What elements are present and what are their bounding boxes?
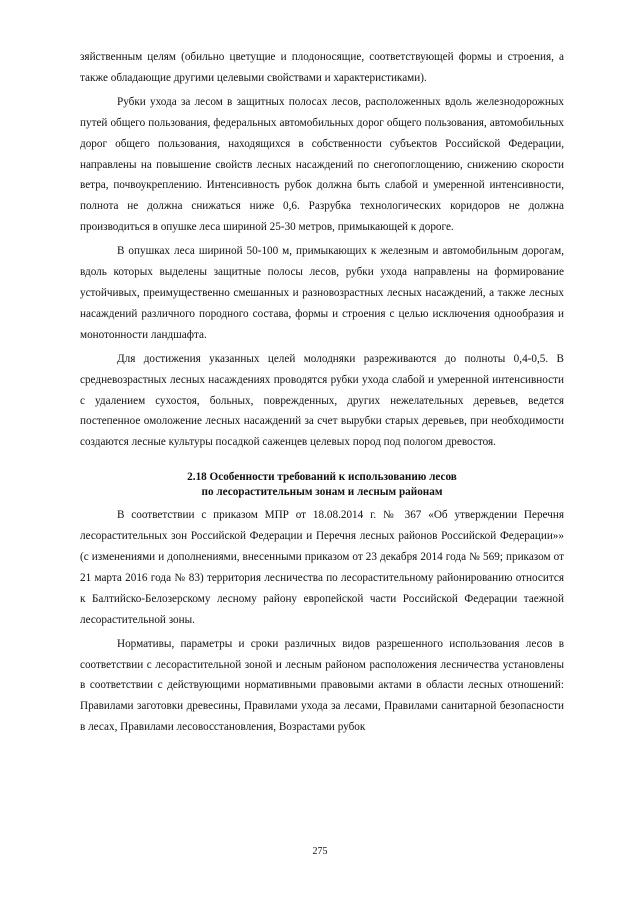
section-heading-line-2: по лесорастительным зонам и лесным районам [201,486,443,499]
paragraph-order-reference: В соответствии с приказом МПР от 18.08.2014 г. № 367 «Об утверждении Перечня лесорастительных зон Российской Федерации и Перечня лесных районов Российской Федерации»» (с изменениями и дополнениями, внесенными приказом от 23 декабря 2014 года № 569; приказом от 21 марта 2016 года № 83) территория лесничества по лесорастительному районированию относится к Балтийско-Белозерскому лесному району европейской части Российской Федерации таежной лесорастительной зоны. [80,509,564,626]
section-heading [80,470,564,500]
paragraph-forest-edges: В опушках леса шириной 50-100 м, примыкающих к железным и автомобильным дорогам, вдоль которых выделены защитные полосы лесов, рубки ухода направлены на формирование устойчивых, преимущественно смешанных и разновозрастных лесных насаждений, а также лесных насаждений различного породного состава, формы и строения с целью исключения однообразия и монотонности ландшафта. [80,245,564,341]
page-number: 275 [312,846,328,857]
paragraph-continuation: зяйственным целям (обильно цветущие и плодоносящие, соответствующей формы и строения, а также обладающие другими целевыми свойствами и характеристиками). [80,51,564,84]
paragraph-norms: Нормативы, параметры и сроки различных видов разрешенного использования лесов в соответствии с лесорастительной зоной и лесным районом расположения лесничества установлены в соответствии с действующими нормативными правовыми актами в области лесных отношений: Правилами заготовки древесины, Правилами ухода за лесами, Правилами санитарной безопасности в лесах, Правилами лесовосстановления, Возрастами рубок [80,637,564,734]
paragraph-goals: Для достижения указанных целей молодняки разреживаются до полноты 0,4-0,5. В средневозрастных лесных насаждениях проводятся рубки ухода слабой и умеренной интенсивности с удалением сухостоя, больных, поврежденных, других нежелательных деревьев, ведется постепенное омоложение лесных насаждений за счет вырубки старых деревьев, при необходимости создаются лесные культуры посадкой саженцев целевых пород под пологом древостоя. [80,352,564,449]
paragraph-protective-strips: Рубки ухода за лесом в защитных полосах лесов, расположенных вдоль железнодорожных путей общего пользования, федеральных автомобильных дорог общего пользования, автомобильных дорог общего пользования, находящихся в собственности субъектов Российской Федерации, направлены на повышение свойств лесных насаждений по снегопоглощению, снижению скорости ветра, почвоукреплению. Интенсивность рубок должна быть слабой и умеренной интенсивности, полнота не должна снижаться ниже 0,6. Разрубка технологических коридоров не должна производиться в опушке леса шириной 25-30 метров, примыкающей к дороге. [80,95,564,234]
page-body [80,47,564,738]
section-heading-line-1: 2.18 Особенности требований к использованию лесов [187,471,457,484]
